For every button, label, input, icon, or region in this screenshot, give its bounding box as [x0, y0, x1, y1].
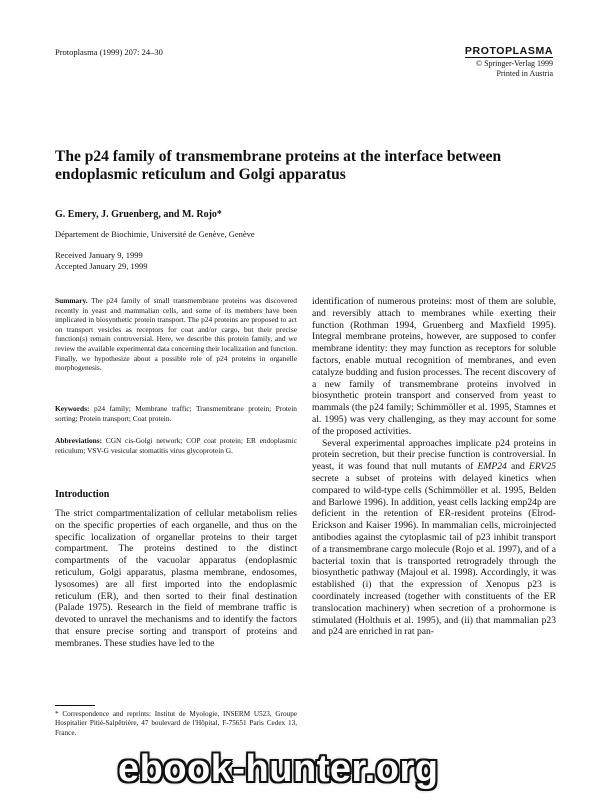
abstract-label: Summary.: [55, 296, 88, 305]
dates: [55, 250, 148, 272]
journal-brand: PROTOPLASMA: [464, 45, 553, 57]
copyright-line: © Springer-Verlag 1999: [475, 59, 553, 68]
authors: G. Emery, J. Gruenberg, and M. Rojo*: [55, 209, 222, 220]
abstract-text: The p24 family of small transmembrane proteins was discovered recently in yeast and mammalian cells, and some of its members have been implicated in biosynthetic protein transport. The p24 proteins are proposed to act on transport vesicles as receptors for coat and/or cargo, but their precise function(s) remain controversial. Here, we describe this protein family, and we review the available experimental data concerning their localization and function. Finally, we hypothesize about a possible role of p24 proteins in organelle morphogenesis.: [55, 296, 297, 373]
keywords-text: p24 family; Membrane traffic; Transmembrane protein; Protein sorting; Protein transport; Coat protein.: [55, 404, 297, 423]
right-column: [312, 296, 556, 638]
publisher-block: [465, 46, 553, 79]
paragraph: [312, 438, 556, 639]
abstract: [55, 296, 297, 373]
watermark-text: ebook-hunter.org: [118, 748, 439, 790]
affiliation: Département de Biochimie, Université de Genève, Genève: [55, 229, 255, 239]
introduction-heading: Introduction: [55, 489, 110, 500]
keywords-label: Keywords:: [55, 404, 90, 413]
abbreviations-text: CGN cis-Golgi network; COP coat protein; ER endoplasmic reticulum; VSV-G vesicular stomatitis virus glycoprotein G.: [55, 436, 297, 455]
paragraph: identification of numerous proteins: most of them are soluble, and reversibly attach to membranes while exerting their function (Rothman 1994, Gruenberg and Maxfield 1995). Integral membrane proteins, however, are supposed to confer membrane identity: they may function as receptors for soluble factors, enable mutual recognition of membranes, and even catalyze budding and fusion processes. The recent discovery of a new family of transmembrane proteins involved in biosynthetic protein transport and conserved from yeast to mammals (the p24 family; Schimmöller et al. 1995, Stamnes et al. 1995) was very challenging, as they may account for some of the proposed activities.: [312, 296, 556, 437]
footnote-divider: [55, 705, 95, 706]
abbreviations-label: Abbreviations:: [55, 436, 103, 445]
correspondence-footnote: * Correspondence and reprints: Institut de Myologie, INSERM U523, Groupe Hospitalier Pitié-Salpêtrière, 47 boulevard de l'Hôpital, F-75651 Paris Cedex 13, France.: [55, 710, 297, 737]
paragraph-text: secrete a subset of proteins with delayed kinetics when compared to wild-type cells (Schimmöller et al. 1995, Belden and Barlowe 1996). In addition, yeast cells lacking emp24p are deficient in the retention of ER-resident proteins (Elrod-Erickson and Kaiser 1996). In mammalian cells, microinjected antibodies against the cytoplasmic tail of p23 inhibit transport of a transmembrane cargo molecule (Rojo et al. 1997), and of a bacterial toxin that is transported retrogradely through the biosynthetic pathway (Majoul et al. 1998). Accordingly, it was established (i) that the expression of Xenopus p23 is coordinately increased (together with constituents of the ER translocation machinery) when secretion of a prohormone is stimulated (Holthuis et al. 1995), and (ii) that mammalian p23 and p24 are enriched in rat pan-: [312, 472, 556, 638]
gene-name: EMP24: [477, 461, 507, 473]
abbreviations: [55, 436, 297, 455]
paragraph-text: and: [506, 461, 529, 473]
article-title: The p24 family of transmembrane proteins at the interface between endoplasmic reticulum and Golgi apparatus: [55, 148, 502, 183]
introduction-text: The strict compartmentalization of cellular metabolism relies on the specific properties of each organelle, and thus on the specific localization of organellar proteins to their target compartment. The proteins destined to the distinct compartments of the vacuolar apparatus (endoplasmic reticulum, Golgi apparatus, plasma membrane, endosomes, lysosomes) are all first imported into the endoplasmic reticulum (ER), and then sorted to their final destination (Palade 1975). Research in the field of membrane traffic is devoted to unravel the mechanisms and to identify the factors that ensure precise sorting and transport of proteins and membranes. These studies have led to the: [55, 508, 297, 649]
paragraph-text: Several experimental approaches implicate p24 proteins in protein secretion, but their precise function is controversial. In yeast, it was found that null mutants of: [312, 437, 556, 473]
gene-name: ERV25: [528, 461, 556, 473]
keywords: [55, 404, 297, 423]
journal-reference: Protoplasma (1999) 207: 24–30: [55, 47, 163, 57]
received-date: Received January 9, 1999: [55, 250, 143, 260]
printed-line: Printed in Austria: [496, 69, 553, 78]
accepted-date: Accepted January 29, 1999: [55, 261, 148, 271]
